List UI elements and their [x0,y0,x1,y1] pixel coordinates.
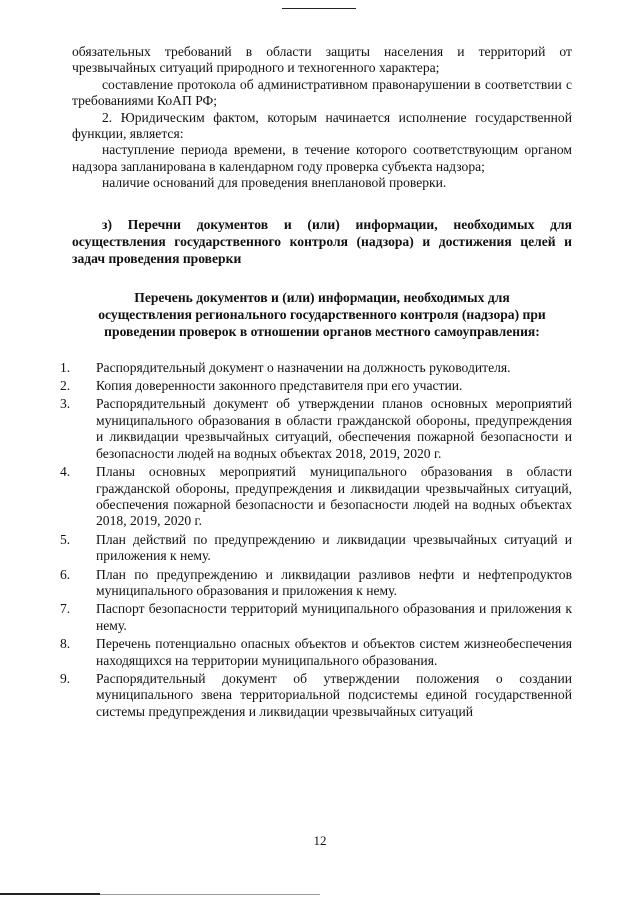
list-item-text: Планы основных мероприятий муниципального образования в области гражданской обороны, предупреждения и ликвидации чрезвычайных ситуаций, обеспечения пожарной безопасности и безопасности людей на водных объектах 2018, 2019, 2020 г. [96,464,572,529]
paragraph-protocol: составление протокола об административном правонарушении в соответствии с требованиями КоАП РФ; [72,76,572,109]
document-page [60,44,572,722]
list-item [60,396,572,462]
list-item [60,531,572,565]
list-item-text: Паспорт безопасности территорий муниципального образования и приложения к нему. [96,601,572,633]
paragraph-legal-fact: 2. Юридическим фактом, которым начинается исполнение государственной функции, является: [72,109,572,142]
list-item-number: 4. [60,464,71,480]
list-item-number: 1. [60,359,71,375]
list-item [60,378,572,394]
list-item-text: Распорядительный документ об утверждении планов основных мероприятий муниципального образования в области гражданской обороны, предупреждения и ликвидации чрезвычайных ситуаций, обеспечения пожарной безопасности и безопасности людей на водных объектах 2018, 2019, 2020 г. [96,396,572,461]
list-item-text: Перечень потенциально опасных объектов и объектов систем жизнеобеспечения находящихся на территории муниципального образования. [96,636,572,668]
section-heading: з) Перечни документов и (или) информации, необходимых для осуществления государственного контроля (надзора) и достижения целей и задач проведения проверки [72,216,572,266]
list-item-number: 9. [60,670,71,686]
list-item [60,566,572,600]
list-item [60,464,572,530]
paragraph-period: наступление периода времени, в течение которого соответствующим органом надзора запланирована в календарном году проверка субъекта надзора; [72,142,572,174]
list-item-text: План по предупреждению и ликвидации разливов нефти и нефтепродуктов муниципального образования и приложения к нему. [96,566,572,598]
list-item-text: План действий по предупреждению и ликвидации чрезвычайных ситуаций и приложения к нему. [96,531,572,564]
list-item [60,636,572,669]
paragraph-grounds: наличие оснований для проведения внеплановой проверки. [102,175,447,191]
list-item-number: 2. [60,378,71,394]
list-item-text: Копия доверенности законного представителя при его участии. [96,378,463,394]
scan-edge-bottom-right [100,894,320,895]
list-item-text: Распорядительный документ об утверждении положения о создании муниципального звена территориальной подсистемы единой государственной системы предупреждения и ликвидации чрезвычайных ситуаций [96,670,572,719]
list-item-number: 5. [60,531,71,547]
list-item-number: 6. [60,566,71,582]
list-item-text: Распорядительный документ о назначении на должность руководителя. [96,359,511,375]
list-item [60,359,572,376]
list-item [60,601,572,634]
documents-list [60,359,572,721]
list-item [60,670,572,720]
list-subheading: Перечень документов и (или) информации, необходимых для осуществления регионального государственного контроля (надзора) при проведении проверок в отношении органов местного самоуправления: [98,289,546,339]
scan-edge-top [282,8,356,9]
list-item-number: 3. [60,396,71,412]
list-item-number: 7. [60,601,71,617]
scan-edge-bottom [0,893,100,895]
paragraph-requirements: обязательных требований в области защиты населения и территорий от чрезвычайных ситуаций природного и техногенного характера; [72,44,572,76]
list-item-number: 8. [60,636,71,652]
page-number: 12 [313,833,327,848]
